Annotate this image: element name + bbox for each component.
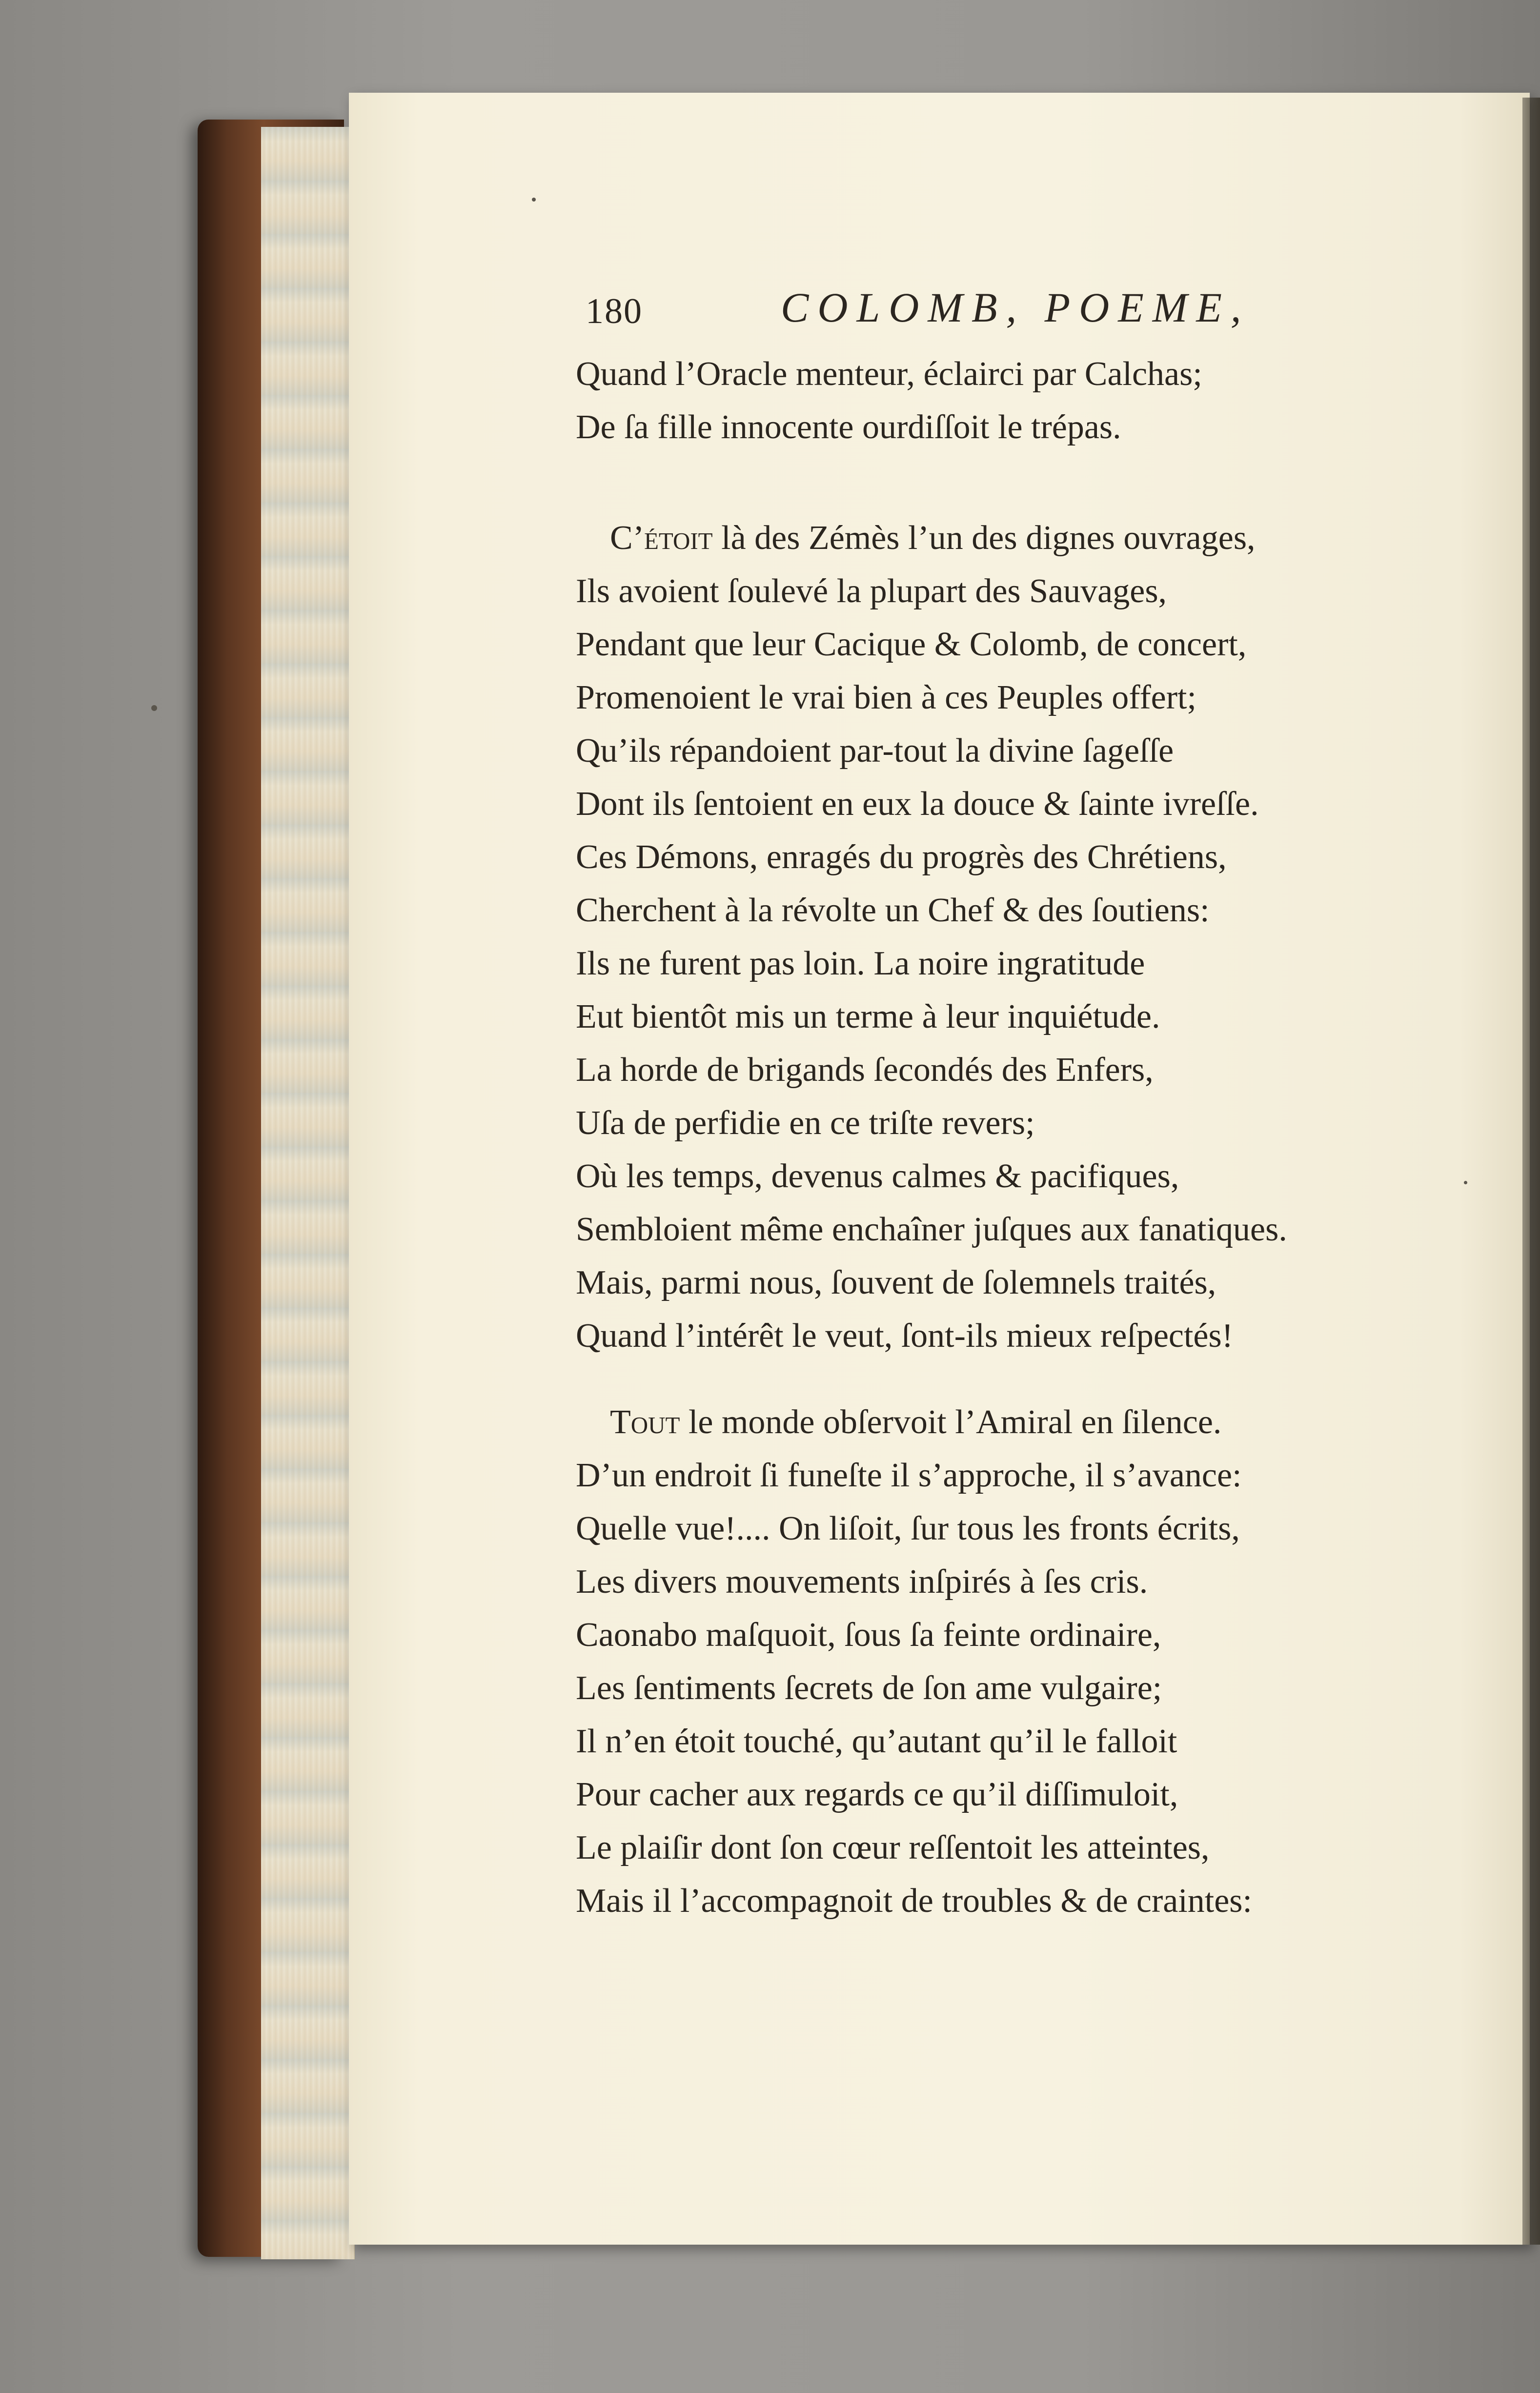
verse-line: Sembloient même enchaîner juſques aux fanatiques. bbox=[576, 1211, 1287, 1248]
stanza-opening-word: Tout bbox=[610, 1403, 680, 1441]
verse-line: Cherchent à la révolte un Chef & des ſoutiens: bbox=[576, 892, 1210, 929]
verse-line: Ils avoient ſoulevé la plupart des Sauvages, bbox=[576, 572, 1167, 610]
verse-line: Dont ils ſentoient en eux la douce & ſainte ivreſſe. bbox=[576, 785, 1259, 823]
verse-line: Promenoient le vrai bien à ces Peuples offert; bbox=[576, 679, 1196, 716]
page-number: 180 bbox=[586, 291, 643, 331]
stanza-1 bbox=[576, 347, 1454, 454]
page-header bbox=[586, 283, 1376, 342]
verse-line: Où les temps, devenus calmes & pacifiques, bbox=[576, 1157, 1179, 1195]
verse-line: Il n’en étoit touché, qu’autant qu’il le falloit bbox=[576, 1723, 1177, 1760]
verse-line: Le plaiſir dont ſon cœur reſſentoit les atteintes, bbox=[576, 1829, 1210, 1866]
verse-line: Les ſentiments ſecrets de ſon ame vulgaire; bbox=[576, 1669, 1162, 1707]
paper-speck bbox=[1464, 1181, 1467, 1184]
verse-line: D’un endroit ſi funeſte il s’approche, il s’avance: bbox=[576, 1457, 1242, 1494]
verse-line: De ſa fille innocente ourdiſſoit le trépas. bbox=[576, 408, 1121, 446]
verse-line: Uſa de perfidie en ce triſte revers; bbox=[576, 1104, 1035, 1142]
verse-line: Les divers mouvements inſpirés à ſes cris. bbox=[576, 1563, 1148, 1601]
stanza-2 bbox=[576, 511, 1454, 1362]
verse-line: La horde de brigands ſecondés des Enfers, bbox=[576, 1051, 1154, 1089]
running-title: COLOMB, POEME, bbox=[781, 284, 1250, 331]
verse-line: Pour cacher aux regards ce qu’il diſſimuloit, bbox=[576, 1776, 1178, 1813]
verse-line-rest: là des Zémès l’un des dignes ouvrages, bbox=[712, 519, 1256, 557]
verse-line: Eut bientôt mis un terme à leur inquiétude. bbox=[576, 998, 1160, 1035]
verse-line: Pendant que leur Cacique & Colomb, de concert, bbox=[576, 626, 1247, 663]
paper-speck bbox=[532, 198, 536, 202]
verse-line-first bbox=[576, 511, 1454, 565]
verse-line: Quelle vue!.... On liſoit, ſur tous les fronts écrits, bbox=[576, 1510, 1240, 1547]
verse-line: Mais il l’accompagnoit de troubles & de craintes: bbox=[576, 1882, 1252, 1920]
verse-line: Quand l’intérêt le veut, ſont-ils mieux reſpectés! bbox=[576, 1317, 1234, 1355]
verse-line: Ils ne furent pas loin. La noire ingratitude bbox=[576, 945, 1145, 982]
page-gutter-shadow bbox=[1522, 98, 1540, 2245]
verse-line: Quand l’Oracle menteur, éclairci par Calchas; bbox=[576, 355, 1202, 393]
paper-speck bbox=[151, 705, 157, 711]
verse-line-rest: le monde obſervoit l’Amiral en ſilence. bbox=[680, 1403, 1222, 1441]
verse-line: Ces Démons, enragés du progrès des Chrétiens, bbox=[576, 838, 1227, 876]
stanza-opening-word: C’étoit bbox=[610, 519, 713, 557]
verse-line: Caonabo maſquoit, ſous ſa feinte ordinaire, bbox=[576, 1616, 1161, 1654]
page-edges bbox=[261, 127, 355, 2259]
stanza-3 bbox=[576, 1396, 1454, 1927]
verse-line: Qu’ils répandoient par-tout la divine ſageſſe bbox=[576, 732, 1174, 770]
verse-line: Mais, parmi nous, ſouvent de ſolemnels traités, bbox=[576, 1264, 1216, 1301]
verse-line-first bbox=[576, 1396, 1454, 1449]
